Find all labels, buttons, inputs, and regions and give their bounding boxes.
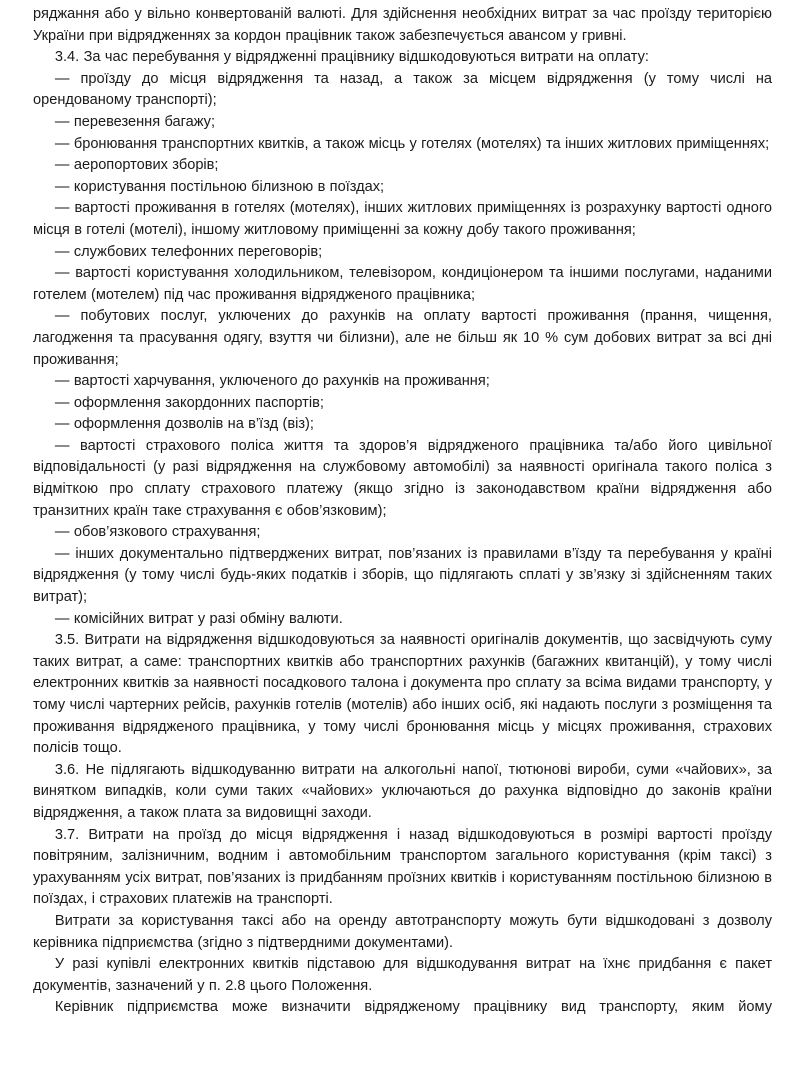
list-item: — інших документально підтверджених витрат, пов’язаних із правилами в’їзду та перебування у країні відрядження (у тому числі будь-яких податків і зборів, що підлягають сплаті у зв’язку зі здійсненням таких витрат);	[33, 545, 772, 606]
paragraph-3-7: 3.7. Витрати на проїзд до місця відрядження і назад відшкодовуються в розмірі вартості проїзду повітряним, залізничним, водним і автомобільним транспортом загального користування (крім таксі) з урахуванням усіх витрат, пов’язаних із придбанням проїзних квитків і користуванням постільною білизною в поїздах, і страхових платежів на транспорті.	[33, 826, 772, 908]
paragraph-3-6: 3.6. Не підлягають відшкодуванню витрати на алкогольні напої, тютюнові вироби, суми «чайових», за винятком випадків, коли суми таких «чайових» уключаються до рахунка відповідно до законів країни відрядження, а також плата за видовищні заходи.	[33, 761, 772, 821]
list-item: — оформлення дозволів на в’їзд (віз);	[54, 416, 314, 433]
list-item: — побутових послуг, уключених до рахунків на оплату вартості проживання (прання, чищення, лагодження та прасування одягу, взуття чи білизни), але не більш як 10 % сум добових витрат за всі дні проживання;	[33, 308, 772, 368]
list-item: — комісійних витрат у разі обміну валюти.	[54, 610, 343, 627]
list-item: — службових телефонних переговорів;	[54, 243, 323, 260]
list-item: — вартості харчування, уключеного до рахунків на проживання;	[54, 373, 490, 390]
list-item: — бронювання транспортних квитків, а також місць у готелях (мотелях) та інших житлових приміщеннях;	[54, 135, 770, 152]
paragraph-3-4-intro: 3.4. За час перебування у відрядженні працівнику відшкодовуються витрати на оплату:	[54, 49, 649, 66]
paragraph-taxi: Витрати за користування таксі або на оренду автотранспорту можуть бути відшкодовані з дозволу керівника підприємства (згідно з підтвердними документами).	[33, 912, 772, 951]
list-item: — оформлення закордонних паспортів;	[54, 394, 324, 411]
paragraph-continuation: ряджання або у вільно конвертованій валюті. Для здійснення необхідних витрат за час проїзду територією України при відрядженнях за кордон працівник також забезпечується авансом у гривні.	[33, 6, 772, 44]
list-item: — вартості страхового поліса життя та здоров’я відрядженого працівника та/або його цивільної відповідальності (у разі відрядження на службовому автомобілі) за наявності оригінала такого поліса з відміткою про сплату страхового платежу (якщо згідно із законодавством країни відрядження або транзитних країн таке страхування є обов’язковим);	[33, 437, 772, 519]
list-item: — користування постільною білизною в поїздах;	[54, 178, 385, 195]
list-item: — проїзду до місця відрядження та назад, а також за місцем відрядження (у тому числі на орендованому транспорті);	[33, 70, 772, 109]
list-item: — обов’язкового страхування;	[54, 524, 261, 541]
paragraph-e-tickets: У разі купівлі електронних квитків підставою для відшкодування витрат на їхнє придбання є пакет документів, зазначений у п. 2.8 цього Положення.	[33, 956, 772, 994]
list-item: — аеропортових зборів;	[54, 157, 219, 174]
paragraph-transport-choice: Керівник підприємства може визначити відрядженому працівнику вид транспорту, яким йому	[54, 999, 772, 1016]
list-item: — вартості проживання в готелях (мотелях), інших житлових приміщеннях із розрахунку вартості одного місця в готелі (мотелі), іншому житловому приміщенні за кожну добу такого проживання;	[33, 200, 772, 238]
list-item: — вартості користування холодильником, телевізором, кондиціонером та іншими послугами, наданими готелем (мотелем) під час проживання відрядженого працівника;	[33, 265, 772, 303]
list-item: — перевезення багажу;	[54, 113, 216, 130]
paragraph-3-5: 3.5. Витрати на відрядження відшкодовуються за наявності оригіналів документів, що засвідчують суму таких витрат, а саме: транспортних квитків або транспортних рахунків (багажних квитанцій), у тому числі електронних квитків за наявності посадкового талона і документа про сплату за всіма видами транспорту, у тому числі чартерних рейсів, рахунків готелів (мотелів) або інших осіб, які надають послуги з розміщення та проживання відрядженого працівника, у тому числі бронювання місць у місцях проживання, страхових полісів тощо.	[33, 632, 772, 757]
